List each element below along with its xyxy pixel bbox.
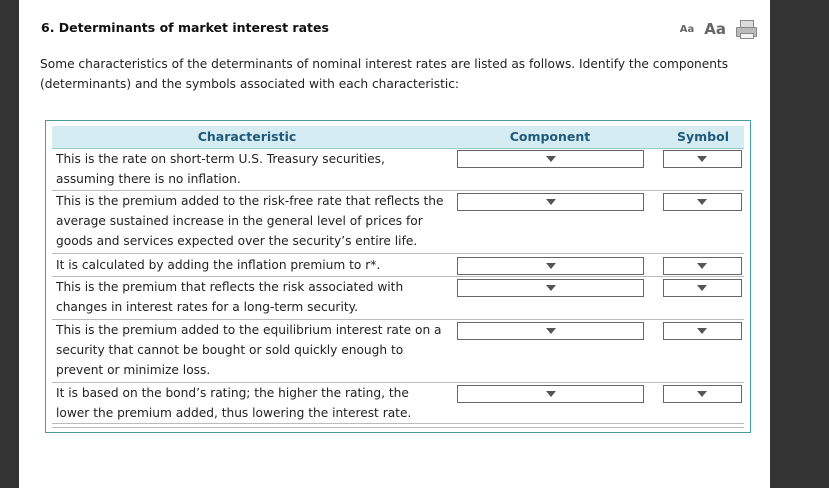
chevron-down-icon xyxy=(697,199,707,205)
symbol-dropdown[interactable] xyxy=(663,385,742,403)
symbol-dropdown[interactable] xyxy=(663,257,742,275)
table-row xyxy=(52,383,744,423)
chevron-down-icon xyxy=(697,328,707,334)
header-symbol: Symbol xyxy=(677,129,729,144)
table-row xyxy=(52,320,744,383)
chevron-down-icon xyxy=(546,156,556,162)
characteristic-text: This is the premium added to the risk-free rate that reflects the average sustained increase in the general level of prices for goods and services expected over the security’s entire life. xyxy=(56,194,444,248)
symbol-dropdown[interactable] xyxy=(663,322,742,340)
table-row xyxy=(52,149,744,191)
answer-table xyxy=(45,120,751,433)
printer-icon[interactable] xyxy=(736,20,756,38)
question-title: 6. Determinants of market interest rates xyxy=(41,20,329,35)
chevron-down-icon xyxy=(546,199,556,205)
table-row xyxy=(52,191,744,254)
characteristic-text: It is calculated by adding the inflation premium to r*. xyxy=(56,258,381,272)
font-decrease-button[interactable]: Aa xyxy=(679,23,695,35)
question-page xyxy=(19,0,770,488)
component-dropdown[interactable] xyxy=(457,385,644,403)
characteristic-text: This is the premium added to the equilibrium interest rate on a security that cannot be bought or sold quickly enough to prevent or minimize loss. xyxy=(56,323,442,377)
table-bottom-rule xyxy=(52,423,744,428)
chevron-down-icon xyxy=(546,391,556,397)
chevron-down-icon xyxy=(697,263,707,269)
component-dropdown[interactable] xyxy=(457,257,644,275)
component-dropdown[interactable] xyxy=(457,322,644,340)
component-dropdown[interactable] xyxy=(457,193,644,211)
component-dropdown[interactable] xyxy=(457,279,644,297)
characteristic-text: It is based on the bond’s rating; the higher the rating, the lower the premium added, thus lowering the interest rate. xyxy=(56,386,412,420)
table-row xyxy=(52,255,744,277)
symbol-dropdown[interactable] xyxy=(663,279,742,297)
symbol-dropdown[interactable] xyxy=(663,150,742,168)
question-intro: Some characteristics of the determinants of nominal interest rates are listed as follows. Identify the components (determinants) and the symbols associated with each characteristic: xyxy=(40,57,729,91)
table-header xyxy=(52,126,744,149)
chevron-down-icon xyxy=(697,391,707,397)
component-dropdown[interactable] xyxy=(457,150,644,168)
chevron-down-icon xyxy=(697,156,707,162)
chevron-down-icon xyxy=(546,328,556,334)
chevron-down-icon xyxy=(546,285,556,291)
table-row xyxy=(52,277,744,320)
chevron-down-icon xyxy=(697,285,707,291)
header-characteristic: Characteristic xyxy=(197,129,297,144)
chevron-down-icon xyxy=(546,263,556,269)
symbol-dropdown[interactable] xyxy=(663,193,742,211)
header-component: Component xyxy=(509,129,591,144)
toolbar xyxy=(680,20,756,38)
font-increase-button[interactable]: Aa xyxy=(704,20,726,38)
characteristic-text: This is the premium that reflects the risk associated with changes in interest rates for a long-term security. xyxy=(56,280,404,314)
characteristic-text: This is the rate on short-term U.S. Treasury securities, assuming there is no inflation. xyxy=(56,152,385,186)
